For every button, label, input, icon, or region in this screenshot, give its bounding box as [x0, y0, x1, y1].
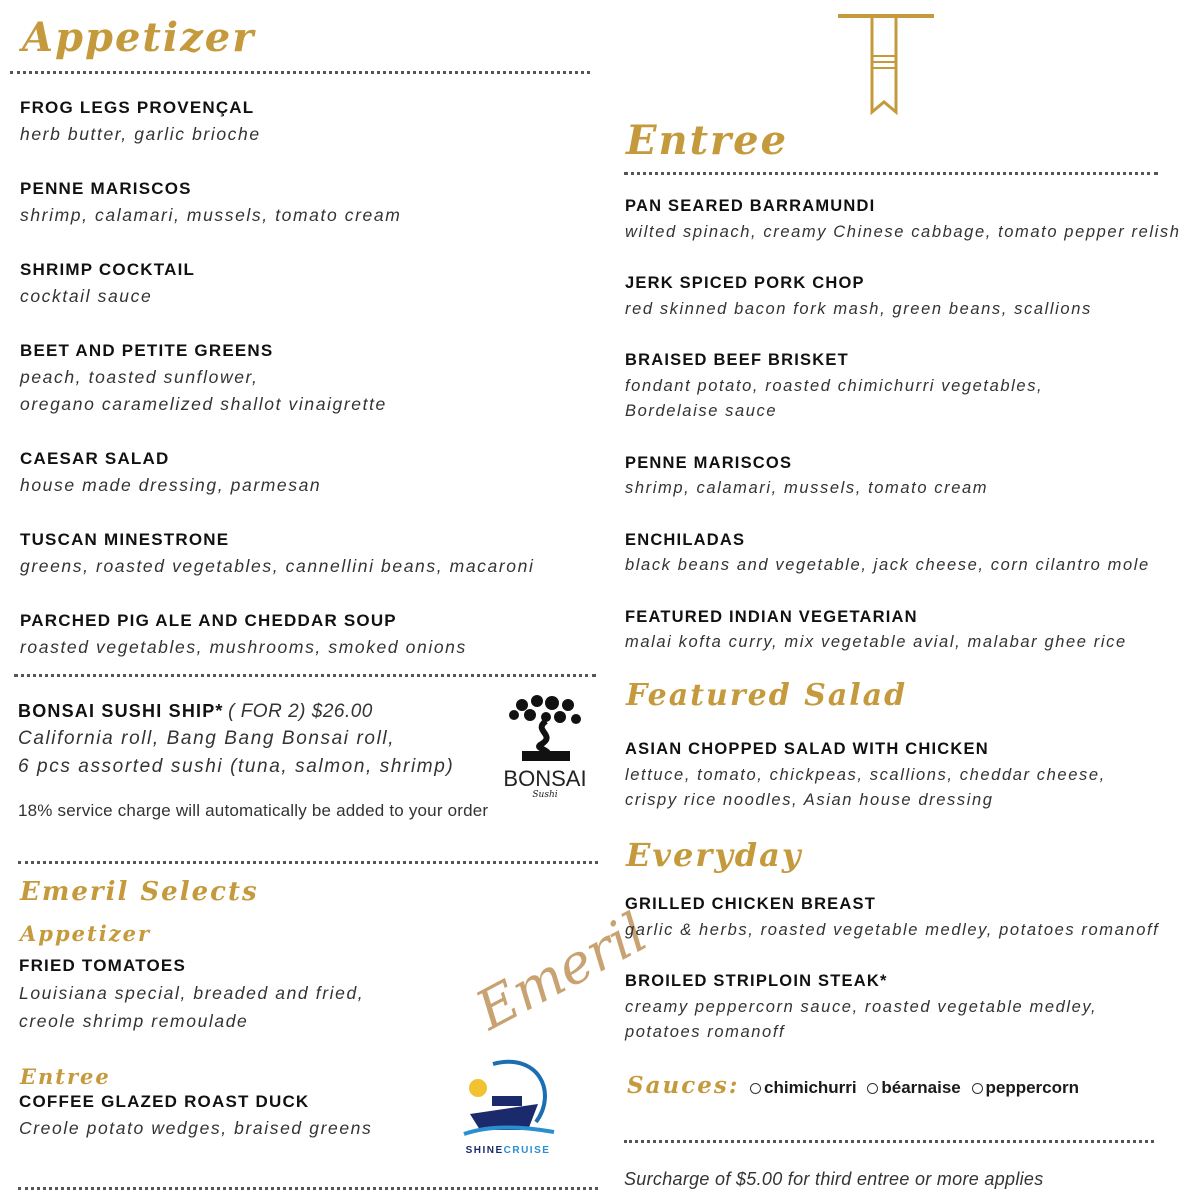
radio-icon — [972, 1083, 983, 1094]
item-name: PENNE MARISCOS — [20, 179, 192, 198]
item-name: SHRIMP COCKTAIL — [20, 260, 196, 279]
item-desc: Bordelaise sauce — [625, 402, 778, 420]
emeril-appetizer-label: Appetizer — [20, 921, 152, 946]
item-desc: shrimp, calamari, mussels, tomato cream — [625, 479, 989, 497]
divider — [624, 172, 1158, 175]
item-name: FEATURED INDIAN VEGETARIAN — [625, 607, 918, 626]
divider — [18, 861, 598, 864]
item-name: PARCHED PIG ALE AND CHEDDAR SOUP — [20, 611, 397, 630]
menu-item — [625, 348, 1200, 425]
item-desc: California roll, Bang Bang Bonsai roll, — [18, 728, 396, 749]
divider — [10, 71, 590, 74]
logo-text-shine: SHINE — [465, 1145, 504, 1156]
restaurant-logo-icon — [838, 14, 934, 116]
menu-item — [625, 271, 1200, 322]
sauce-option-peppercorn[interactable] — [966, 1078, 1080, 1097]
item-name: TUSCAN MINESTRONE — [20, 530, 230, 549]
radio-icon — [750, 1083, 761, 1094]
item-price: ( FOR 2) $26.00 — [228, 701, 373, 722]
item-desc: creamy peppercorn sauce, roasted vegetable medley, — [625, 997, 1098, 1016]
item-name: PENNE MARISCOS — [625, 453, 793, 472]
entree-list — [625, 194, 1200, 682]
menu-item — [20, 337, 600, 418]
emeril-logo: Emeril — [465, 900, 658, 1043]
emeril-appetizer-item — [19, 952, 364, 1035]
divider — [14, 674, 596, 677]
item-name: COFFEE GLAZED ROAST DUCK — [19, 1092, 310, 1111]
item-name: ASIAN CHOPPED SALAD WITH CHICKEN — [625, 740, 989, 758]
everyday-title: Everyday — [626, 836, 803, 874]
menu-item — [625, 892, 1200, 943]
menu-item — [20, 445, 600, 499]
item-desc: peach, toasted sunflower, — [20, 367, 259, 387]
menu-item — [20, 526, 600, 580]
bonsai-tree-icon — [502, 693, 588, 763]
bonsai-logo — [500, 693, 590, 800]
item-name: BROILED STRIPLOIN STEAK* — [625, 972, 888, 990]
item-name: JERK SPICED PORK CHOP — [625, 274, 865, 292]
emeril-entree-item — [19, 1088, 372, 1142]
item-desc: oregano caramelized shallot vinaigrette — [20, 394, 387, 414]
menu-item — [20, 256, 600, 310]
surcharge-note: Surcharge of $5.00 for third entree or more applies — [624, 1169, 1044, 1189]
menu-item — [625, 605, 1200, 656]
item-desc: malai kofta curry, mix vegetable avial, malabar ghee rice — [625, 633, 1127, 651]
menu-item — [625, 969, 1200, 1046]
cruise-ship-icon — [458, 1052, 558, 1140]
item-name: PAN SEARED BARRAMUNDI — [625, 197, 876, 215]
item-desc: creole shrimp remoulade — [19, 1011, 249, 1031]
item-desc: Creole potato wedges, braised greens — [19, 1118, 373, 1138]
item-name: ENCHILADAS — [625, 530, 746, 549]
item-desc: red skinned bacon fork mash, green beans, scallions — [625, 299, 1092, 318]
item-name: BRAISED BEEF BRISKET — [625, 351, 849, 369]
item-name: CAESAR SALAD — [20, 449, 170, 468]
featured-salad-title: Featured Salad — [626, 678, 908, 713]
featured-salad-list — [625, 737, 1200, 840]
menu-item — [625, 451, 1200, 502]
bonsai-item — [18, 698, 498, 821]
item-desc: garlic & herbs, roasted vegetable medley, potatoes romanoff — [625, 920, 1160, 939]
everyday-list — [625, 892, 1200, 1072]
emeril-selects-title: Emeril Selects — [20, 877, 259, 907]
item-desc: greens, roasted vegetables, cannellini beans, macaroni — [20, 556, 535, 576]
item-name: BEET AND PETITE GREENS — [20, 341, 274, 360]
divider — [624, 1140, 1154, 1143]
item-desc: black beans and vegetable, jack cheese, corn cilantro mole — [625, 556, 1150, 574]
appetizer-list — [20, 94, 600, 688]
service-charge-note: 18% service charge will automatically be added to your order — [18, 801, 489, 820]
item-name: FRIED TOMATOES — [19, 956, 186, 975]
item-desc: Louisiana special, breaded and fried, — [19, 983, 365, 1003]
radio-icon — [867, 1083, 878, 1094]
item-desc: cocktail sauce — [20, 286, 153, 306]
item-desc: herb butter, garlic brioche — [20, 124, 261, 144]
shine-cruise-logo — [456, 1052, 560, 1156]
item-desc: crispy rice noodles, Asian house dressing — [625, 791, 994, 809]
sauce-option-chimichurri[interactable] — [744, 1078, 857, 1097]
menu-item — [20, 607, 600, 661]
option-label: peppercorn — [985, 1078, 1080, 1097]
appetizer-title: Appetizer — [22, 14, 256, 61]
sauce-option-bearnaise[interactable] — [861, 1078, 960, 1097]
menu-item — [20, 94, 600, 148]
item-desc: potatoes romanoff — [625, 1023, 786, 1041]
sauces-label: Sauces: — [627, 1072, 740, 1099]
item-desc: roasted vegetables, mushrooms, smoked onions — [20, 637, 467, 657]
sauces-row — [627, 1072, 1079, 1099]
divider — [18, 1187, 598, 1190]
entree-title: Entree — [626, 117, 789, 164]
item-name: FROG LEGS PROVENÇAL — [20, 98, 255, 117]
item-desc: shrimp, calamari, mussels, tomato cream — [20, 205, 402, 225]
menu-item — [20, 175, 600, 229]
option-label: chimichurri — [764, 1078, 857, 1097]
logo-text-cruise: CRUISE — [503, 1145, 551, 1156]
item-desc: wilted spinach, creamy Chinese cabbage, tomato pepper relish — [625, 222, 1181, 241]
bonsai-logo-sub: Sushi — [532, 790, 558, 800]
item-desc: 6 pcs assorted sushi (tuna, salmon, shrimp) — [18, 756, 455, 777]
bonsai-logo-text: BONSAI — [503, 766, 587, 791]
menu-item — [625, 528, 1200, 579]
option-label: béarnaise — [881, 1078, 961, 1097]
menu-item — [625, 737, 1200, 814]
item-desc: lettuce, tomato, chickpeas, scallions, cheddar cheese, — [625, 765, 1106, 784]
item-desc: fondant potato, roasted chimichurri vegetables, — [625, 376, 1044, 395]
item-desc: house made dressing, parmesan — [20, 475, 322, 495]
menu-item — [625, 194, 1200, 245]
emeril-entree-label: Entree — [20, 1064, 111, 1089]
item-name: BONSAI SUSHI SHIP* — [18, 701, 224, 721]
item-name: GRILLED CHICKEN BREAST — [625, 895, 876, 913]
